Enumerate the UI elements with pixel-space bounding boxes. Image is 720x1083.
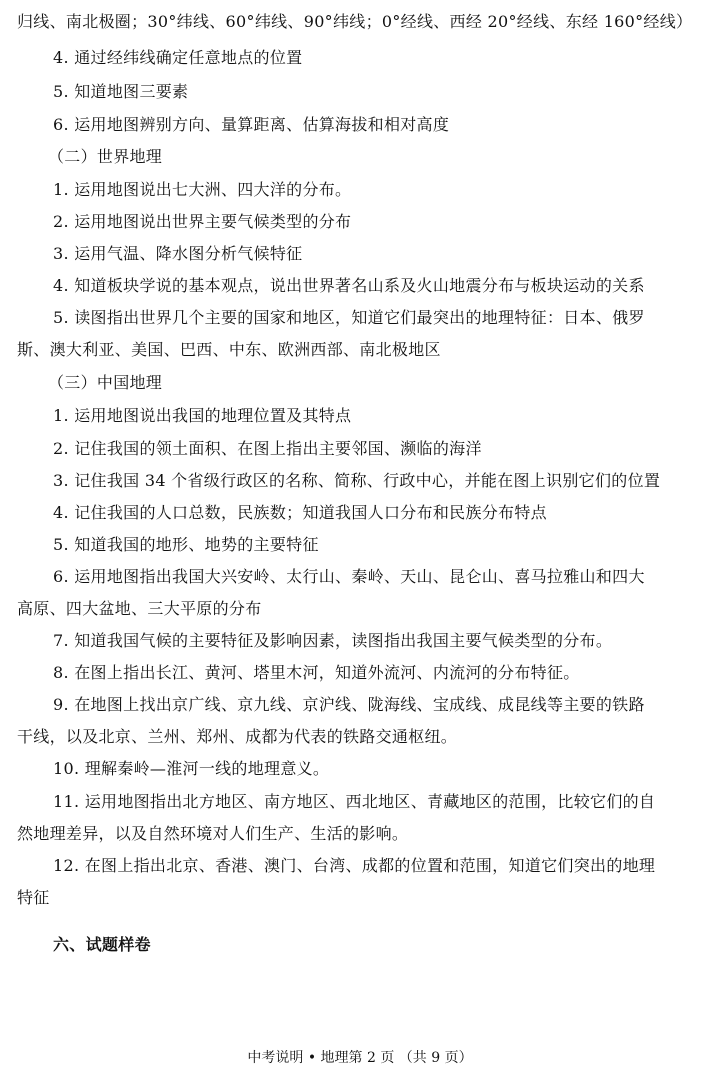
subsection-heading: （三）中国地理 [48, 373, 163, 392]
list-item: 5. 读图指出世界几个主要的国家和地区，知道它们最突出的地理特征：日本、俄罗 [53, 308, 645, 327]
list-item: 4. 记住我国的人口总数，民族数；知道我国人口分布和民族分布特点 [53, 503, 547, 522]
list-item: 4. 通过经纬线确定任意地点的位置 [53, 48, 303, 67]
list-item: 2. 记住我国的领土面积、在图上指出主要邻国、濒临的海洋 [53, 439, 482, 458]
list-item: 1. 运用地图说出七大洲、四大洋的分布。 [53, 180, 352, 199]
list-item: 7. 知道我国气候的主要特征及影响因素，读图指出我国主要气候类型的分布。 [53, 631, 613, 650]
list-item: 8. 在图上指出长江、黄河、塔里木河，知道外流河、内流河的分布特征。 [53, 663, 580, 682]
list-item: 10. 理解秦岭—淮河一线的地理意义。 [53, 759, 330, 778]
list-item: 2. 运用地图说出世界主要气候类型的分布 [53, 212, 352, 231]
list-item: 11. 运用地图指出北方地区、南方地区、西北地区、青藏地区的范围，比较它们的自 [53, 792, 656, 811]
text-line: 归线、南北极圈；30°纬线、60°纬线、90°纬线；0°经线、西经 20°经线、东经 160°经线） [17, 12, 693, 31]
text-line: 干线，以及北京、兰州、郑州、成都为代表的铁路交通枢纽。 [17, 727, 458, 746]
text-line: 高原、四大盆地、三大平原的分布 [17, 599, 262, 618]
list-item: 5. 知道地图三要素 [53, 82, 189, 101]
list-item: 6. 运用地图指出我国大兴安岭、太行山、秦岭、天山、昆仑山、喜马拉雅山和四大 [53, 567, 645, 586]
text-line: 斯、澳大利亚、美国、巴西、中东、欧洲西部、南北极地区 [17, 340, 441, 359]
page-footer: 中考说明 • 地理第 2 页 （共 9 页） [247, 1050, 473, 1066]
list-item: 5. 知道我国的地形、地势的主要特征 [53, 535, 319, 554]
list-item: 3. 运用气温、降水图分析气候特征 [53, 244, 303, 263]
text-line: 然地理差异，以及自然环境对人们生产、生活的影响。 [17, 824, 409, 843]
list-item: 12. 在图上指出北京、香港、澳门、台湾、成都的位置和范围，知道它们突出的地理 [53, 856, 656, 875]
text-line: 特征 [17, 888, 50, 907]
list-item: 1. 运用地图说出我国的地理位置及其特点 [53, 406, 352, 425]
subsection-heading: （二）世界地理 [48, 147, 163, 166]
section-heading: 六、试题样卷 [53, 935, 151, 954]
list-item: 9. 在地图上找出京广线、京九线、京沪线、陇海线、宝成线、成昆线等主要的铁路 [53, 695, 645, 714]
list-item: 3. 记住我国 34 个省级行政区的名称、简称、行政中心，并能在图上识别它们的位置 [53, 471, 661, 490]
list-item: 6. 运用地图辨别方向、量算距离、估算海拔和相对高度 [53, 115, 450, 134]
list-item: 4. 知道板块学说的基本观点，说出世界著名山系及火山地震分布与板块运动的关系 [53, 276, 645, 295]
